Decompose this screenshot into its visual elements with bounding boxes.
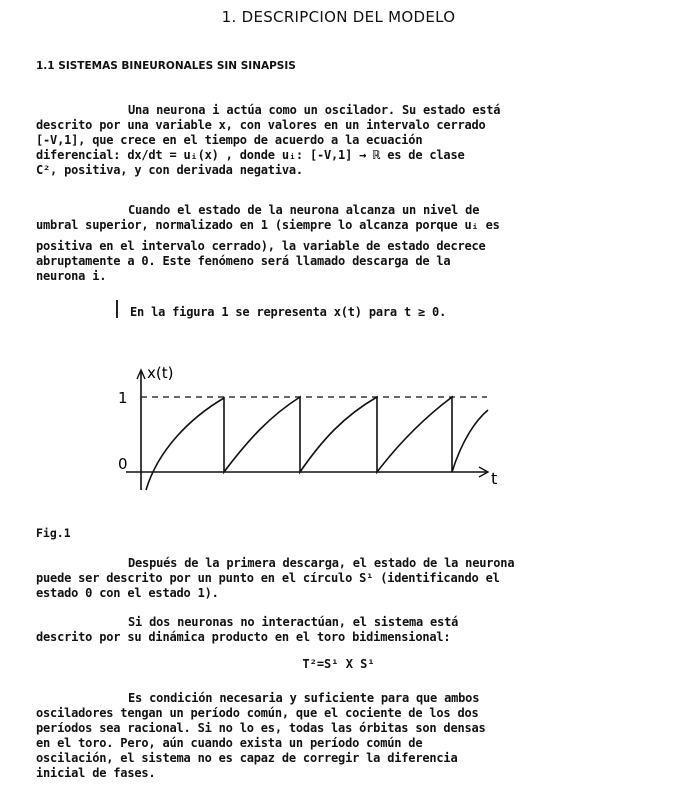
p3-line-1: Después de la primera descarga, el estado de la neurona bbox=[128, 556, 515, 570]
p4-line-2: descrito por su dinámica producto en el toro bidimensional: bbox=[36, 630, 451, 644]
p2-line-1: Cuando el estado de la neurona alcanza un nivel de bbox=[128, 203, 480, 217]
p1-line-3: [-V,1], que crece en el tiempo de acuerdo a la ecuación bbox=[36, 133, 423, 147]
x-axis-label: t bbox=[491, 469, 498, 488]
p2-line-4: abruptamente a 0. Este fenómeno será llamado descarga de la bbox=[36, 254, 451, 268]
paragraph-5 bbox=[36, 691, 661, 781]
p1-line-1: Una neurona i actúa como un oscilador. Su estado está bbox=[128, 103, 501, 117]
section-title: 1.1 SISTEMAS BINEURONALES SIN SINAPSIS bbox=[36, 60, 296, 72]
p4-line-1: Si dos neuronas no interactúan, el sistema está bbox=[128, 615, 459, 629]
tick-label-1: 1 bbox=[118, 389, 128, 407]
tick-label-0: 0 bbox=[118, 455, 128, 473]
p3-line-3: estado 0 con el estado 1). bbox=[36, 586, 219, 600]
p5-line-2: osciladores tengan un período común, que el cociente de los dos bbox=[36, 706, 479, 720]
p5-line-1: Es condición necesaria y suficiente para que ambos bbox=[128, 691, 480, 705]
y-axis-label: x(t) bbox=[147, 364, 174, 382]
figure-reference: En la figura 1 se representa x(t) para t ≥ 0. bbox=[130, 305, 447, 319]
p5-line-5: oscilación, el sistema no es capaz de corregir la diferencia bbox=[36, 751, 458, 765]
p2-line-3: positiva en el intervalo cerrado), la variable de estado decrece bbox=[36, 239, 486, 253]
p3-line-2: puede ser descrito por un punto en el círculo S¹ (identificando el bbox=[36, 571, 500, 585]
paragraph-3 bbox=[36, 556, 661, 601]
p2-line-2: umbral superior, normalizado en 1 (siempre lo alcanza porque uᵢ es bbox=[36, 218, 500, 232]
xt-curve bbox=[146, 397, 488, 490]
p5-line-6: inicial de fases. bbox=[36, 766, 156, 780]
p2-line-5: neurona i. bbox=[36, 269, 107, 283]
p1-line-5: C², positiva, y con derivada negativa. bbox=[36, 163, 303, 177]
chapter-title: 1. DESCRIPCION DEL MODELO bbox=[221, 8, 456, 26]
figure-caption: Fig.1 bbox=[36, 526, 71, 540]
paragraph-4 bbox=[36, 615, 661, 645]
p1-line-2: descrito por una variable x, con valores en un intervalo cerrado bbox=[36, 118, 486, 132]
p1-line-4: diferencial: dx/dt = uᵢ(x) , donde uᵢ: [-V,1] → ℝ es de clase bbox=[36, 148, 465, 162]
torus-formula: T²=S¹ X S¹ bbox=[302, 657, 375, 671]
p5-line-3: períodos sea racional. Si no lo es, todas las órbitas son densas bbox=[36, 721, 486, 735]
p5-line-4: en el toro. Pero, aún cuando exista un período común de bbox=[36, 736, 423, 750]
